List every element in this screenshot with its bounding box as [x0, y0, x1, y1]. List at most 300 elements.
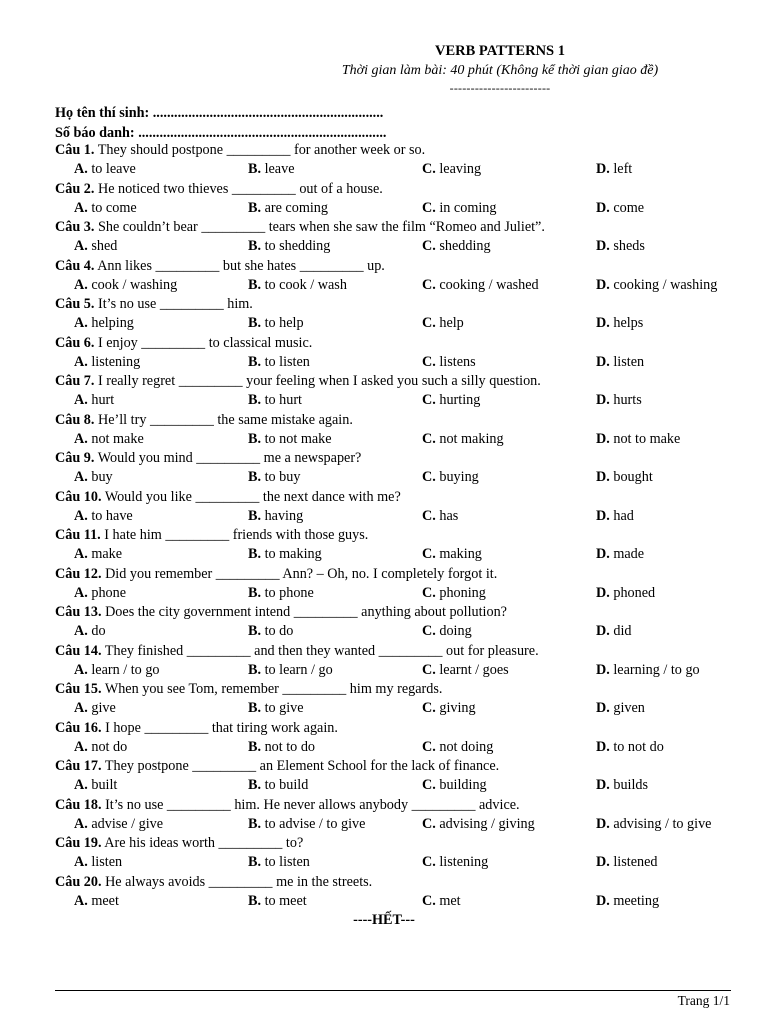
question-item: [55, 295, 745, 334]
option-text: do: [91, 623, 106, 640]
option-letter: A.: [74, 700, 88, 717]
option-d: [596, 237, 645, 256]
question-item: [55, 526, 745, 565]
option-c: [422, 892, 461, 911]
option-a: [74, 738, 127, 757]
answer-options: [55, 661, 745, 680]
option-b: [248, 661, 333, 680]
question-number: Câu 13.: [55, 604, 102, 620]
answer-options: [55, 622, 745, 641]
exam-header: [300, 41, 700, 96]
question-number: Câu 14.: [55, 642, 102, 659]
question-number: Câu 4.: [55, 257, 95, 274]
option-a: [74, 853, 122, 872]
option-d: [596, 199, 644, 218]
option-letter: B.: [248, 161, 262, 178]
option-text: phoning: [439, 584, 486, 601]
option-letter: A.: [74, 392, 88, 409]
option-letter: A.: [74, 738, 88, 755]
option-a: [74, 661, 160, 680]
option-text: hurts: [613, 392, 642, 409]
option-d: [596, 584, 655, 603]
option-text: hurt: [91, 392, 115, 409]
option-letter: A.: [74, 623, 88, 640]
option-b: [248, 199, 328, 218]
option-letter: B.: [248, 854, 262, 871]
question-item: [55, 603, 745, 642]
option-text: has: [439, 507, 459, 524]
option-a: [74, 430, 144, 449]
option-b: [248, 276, 347, 295]
option-b: [248, 391, 302, 410]
question-stem: [55, 642, 745, 661]
option-c: [422, 276, 539, 295]
question-text: Did you remember _________ Ann? – Oh, no. I completely forgot it.: [105, 565, 498, 582]
option-letter: A.: [74, 777, 88, 794]
option-text: helping: [91, 315, 134, 332]
option-letter: A.: [74, 315, 88, 332]
option-text: to hurt: [264, 392, 302, 409]
option-letter: B.: [248, 315, 262, 332]
question-number: Câu 20.: [55, 873, 102, 890]
question-item: [55, 719, 745, 758]
option-d: [596, 468, 653, 487]
question-text: Would you mind _________ me a newspaper?: [97, 450, 362, 466]
option-text: met: [439, 892, 461, 909]
option-c: [422, 738, 493, 757]
option-c: [422, 699, 476, 718]
option-letter: D.: [596, 315, 610, 332]
option-letter: A.: [74, 661, 88, 678]
question-number: Câu 8.: [55, 411, 95, 428]
option-c: [422, 468, 479, 487]
option-letter: A.: [74, 507, 88, 524]
candidate-id-line: Số báo danh: ......................................................................: [55, 124, 387, 141]
option-letter: C.: [422, 854, 436, 871]
option-text: bought: [613, 469, 653, 486]
option-text: to help: [264, 315, 304, 332]
option-text: to learn / go: [264, 661, 333, 678]
option-letter: D.: [596, 661, 610, 678]
question-text: He’ll try _________ the same mistake again.: [97, 411, 353, 428]
answer-options: [55, 430, 745, 449]
option-d: [596, 314, 643, 333]
option-text: to shedding: [264, 238, 331, 255]
option-text: buying: [439, 469, 479, 486]
option-a: [74, 276, 177, 295]
question-stem: [55, 834, 745, 853]
option-b: [248, 738, 315, 757]
option-text: to listen: [264, 854, 310, 871]
question-number: Câu 6.: [55, 334, 95, 351]
option-text: builds: [613, 777, 649, 794]
question-stem: [55, 526, 745, 545]
option-letter: A.: [74, 892, 88, 909]
option-text: leaving: [439, 161, 482, 178]
option-letter: C.: [422, 584, 436, 601]
option-text: cooking / washing: [613, 276, 718, 293]
option-d: [596, 507, 634, 526]
option-c: [422, 507, 458, 526]
question-item: [55, 796, 745, 835]
option-text: to leave: [91, 161, 136, 178]
option-letter: D.: [596, 623, 610, 640]
answer-options: [55, 815, 745, 834]
option-letter: B.: [248, 546, 262, 563]
option-d: [596, 776, 648, 795]
option-text: had: [613, 507, 634, 524]
question-stem: [55, 796, 745, 815]
option-letter: B.: [248, 777, 262, 794]
question-number: Câu 1.: [55, 142, 95, 158]
answer-options: [55, 699, 745, 718]
option-b: [248, 507, 303, 526]
question-stem: [55, 295, 745, 314]
question-stem: [55, 488, 745, 507]
question-text: I enjoy _________ to classical music.: [97, 334, 313, 351]
option-text: to have: [91, 507, 133, 524]
question-item: [55, 257, 745, 296]
end-mark: ----HẾT---: [353, 912, 415, 928]
option-letter: A.: [74, 276, 88, 293]
question-text: When you see Tom, remember _________ him my regards.: [104, 681, 443, 697]
option-text: giving: [439, 700, 476, 717]
option-letter: C.: [422, 430, 436, 447]
option-d: [596, 853, 657, 872]
option-text: learnt / goes: [439, 661, 509, 678]
option-a: [74, 584, 126, 603]
option-text: made: [613, 546, 645, 563]
option-letter: A.: [74, 199, 88, 216]
option-text: not to do: [264, 738, 316, 755]
option-text: shed: [91, 238, 118, 255]
answer-options: [55, 892, 745, 911]
option-b: [248, 853, 310, 872]
question-item: [55, 834, 745, 873]
question-item: [55, 873, 745, 912]
option-a: [74, 199, 137, 218]
question-number: Câu 9.: [55, 450, 95, 466]
option-d: [596, 892, 659, 911]
question-stem: [55, 218, 745, 237]
option-text: cook / washing: [91, 276, 178, 293]
answer-options: [55, 199, 745, 218]
option-d: [596, 815, 711, 834]
option-c: [422, 430, 504, 449]
option-letter: D.: [596, 892, 610, 909]
option-letter: C.: [422, 199, 436, 216]
option-text: listening: [439, 854, 489, 871]
option-text: to give: [264, 700, 304, 717]
option-b: [248, 468, 300, 487]
option-letter: C.: [422, 353, 436, 370]
option-letter: C.: [422, 700, 436, 717]
answer-options: [55, 391, 745, 410]
option-letter: C.: [422, 161, 436, 178]
option-c: [422, 237, 491, 256]
question-number: Câu 15.: [55, 681, 102, 697]
option-text: listen: [613, 353, 645, 370]
option-text: make: [91, 546, 123, 563]
option-d: [596, 160, 632, 179]
option-text: left: [613, 161, 633, 178]
option-text: to phone: [264, 584, 314, 601]
question-text: I hate him _________ friends with those guys.: [104, 527, 369, 543]
option-text: buy: [91, 469, 113, 486]
option-a: [74, 391, 114, 410]
option-d: [596, 545, 644, 564]
question-item: [55, 488, 745, 527]
question-stem: [55, 873, 745, 892]
question-item: [55, 141, 745, 180]
option-text: hurting: [439, 392, 481, 409]
question-item: [55, 372, 745, 411]
answer-options: [55, 314, 745, 333]
option-text: to come: [91, 199, 137, 216]
option-text: making: [439, 546, 482, 563]
question-number: Câu 7.: [55, 373, 95, 389]
option-letter: C.: [422, 815, 436, 832]
question-text: He always avoids _________ me in the streets.: [105, 873, 373, 890]
option-a: [74, 622, 106, 641]
option-letter: B.: [248, 700, 262, 717]
option-text: not doing: [439, 738, 494, 755]
answer-options: [55, 853, 745, 872]
option-text: did: [613, 623, 632, 640]
option-text: to cook / wash: [264, 276, 347, 293]
answer-options: [55, 276, 745, 295]
question-item: [55, 642, 745, 681]
question-text: They finished _________ and then they wanted _________ out for pleasure.: [104, 642, 539, 659]
option-letter: B.: [248, 199, 262, 216]
question-item: [55, 680, 745, 719]
option-letter: C.: [422, 507, 436, 524]
question-text: Would you like _________ the next dance with me?: [104, 488, 401, 505]
option-letter: C.: [422, 546, 436, 563]
option-c: [422, 815, 535, 834]
option-text: sheds: [613, 238, 645, 255]
question-number: Câu 17.: [55, 758, 102, 774]
option-d: [596, 430, 680, 449]
option-text: built: [91, 777, 118, 794]
option-b: [248, 584, 314, 603]
option-text: helps: [613, 315, 644, 332]
question-list: [55, 141, 745, 911]
option-letter: A.: [74, 430, 88, 447]
option-b: [248, 237, 330, 256]
option-a: [74, 776, 117, 795]
option-d: [596, 699, 645, 718]
option-letter: B.: [248, 469, 262, 486]
option-text: in coming: [439, 199, 497, 216]
option-letter: C.: [422, 238, 436, 255]
option-b: [248, 430, 332, 449]
option-letter: A.: [74, 469, 88, 486]
option-text: to advise / to give: [264, 815, 366, 832]
question-text: I hope _________ that tiring work again.: [105, 719, 338, 736]
option-letter: C.: [422, 392, 436, 409]
question-text: Ann likes _________ but she hates _________ up.: [97, 257, 385, 274]
question-item: [55, 411, 745, 450]
option-d: [596, 738, 664, 757]
option-letter: D.: [596, 430, 610, 447]
question-text: He noticed two thieves _________ out of a house.: [97, 180, 383, 197]
option-text: to listen: [264, 353, 310, 370]
option-letter: D.: [596, 815, 610, 832]
option-d: [596, 391, 642, 410]
option-letter: D.: [596, 507, 610, 524]
question-text: It’s no use _________ him.: [97, 296, 253, 312]
option-a: [74, 160, 136, 179]
option-c: [422, 199, 496, 218]
question-stem: [55, 603, 745, 622]
option-letter: B.: [248, 815, 262, 832]
option-b: [248, 776, 308, 795]
option-letter: A.: [74, 854, 88, 871]
option-letter: B.: [248, 623, 262, 640]
option-letter: A.: [74, 161, 88, 178]
option-c: [422, 160, 481, 179]
option-a: [74, 507, 133, 526]
question-number: Câu 19.: [55, 835, 102, 851]
answer-options: [55, 738, 745, 757]
question-stem: [55, 411, 745, 430]
option-text: shedding: [439, 238, 491, 255]
question-item: [55, 218, 745, 257]
option-text: listen: [91, 854, 123, 871]
option-text: advising / to give: [613, 815, 712, 832]
option-text: to do: [264, 623, 294, 640]
question-text: They should postpone _________ for another week or so.: [97, 142, 426, 158]
question-number: Câu 2.: [55, 180, 95, 197]
option-a: [74, 468, 113, 487]
answer-options: [55, 507, 745, 526]
option-letter: D.: [596, 777, 610, 794]
option-text: to not make: [264, 430, 332, 447]
option-d: [596, 353, 644, 372]
option-letter: B.: [248, 892, 262, 909]
question-stem: [55, 719, 745, 738]
option-letter: B.: [248, 430, 262, 447]
option-text: to build: [264, 777, 309, 794]
question-stem: [55, 372, 745, 391]
option-text: come: [613, 199, 645, 216]
question-number: Câu 3.: [55, 219, 95, 235]
question-number: Câu 12.: [55, 565, 102, 582]
question-stem: [55, 334, 745, 353]
answer-options: [55, 584, 745, 603]
option-a: [74, 237, 117, 256]
question-number: Câu 18.: [55, 796, 102, 813]
option-c: [422, 391, 480, 410]
option-letter: D.: [596, 469, 610, 486]
question-stem: [55, 757, 745, 776]
option-text: given: [613, 700, 645, 717]
answer-options: [55, 160, 745, 179]
answer-options: [55, 545, 745, 564]
option-text: listened: [613, 854, 658, 871]
option-c: [422, 584, 486, 603]
question-stem: [55, 141, 745, 160]
option-c: [422, 661, 509, 680]
candidate-info: [55, 104, 386, 143]
question-item: [55, 757, 745, 796]
option-letter: D.: [596, 546, 610, 563]
option-letter: D.: [596, 854, 610, 871]
option-letter: C.: [422, 661, 436, 678]
question-text: It’s no use _________ him. He never allows anybody _________ advice.: [105, 796, 520, 813]
question-text: They postpone _________ an Element School for the lack of finance.: [104, 758, 500, 774]
option-b: [248, 160, 295, 179]
option-text: learn / to go: [91, 661, 160, 678]
question-number: Câu 11.: [55, 527, 101, 543]
option-text: not making: [439, 430, 504, 447]
question-stem: [55, 449, 745, 468]
option-letter: B.: [248, 392, 262, 409]
option-text: are coming: [264, 199, 328, 216]
option-letter: D.: [596, 238, 610, 255]
option-text: to buy: [264, 469, 301, 486]
question-text: Does the city government intend _________ anything about pollution?: [105, 604, 507, 620]
option-text: to not do: [613, 738, 664, 755]
option-text: give: [91, 700, 116, 717]
question-number: Câu 5.: [55, 296, 95, 312]
option-b: [248, 545, 322, 564]
option-d: [596, 622, 631, 641]
option-letter: B.: [248, 584, 262, 601]
question-item: [55, 334, 745, 373]
option-letter: D.: [596, 392, 610, 409]
option-d: [596, 276, 717, 295]
question-number: Câu 16.: [55, 719, 102, 736]
option-a: [74, 815, 163, 834]
option-b: [248, 815, 365, 834]
option-b: [248, 314, 304, 333]
answer-options: [55, 237, 745, 256]
option-text: help: [439, 315, 464, 332]
answer-options: [55, 776, 745, 795]
question-item: [55, 449, 745, 488]
option-text: phone: [91, 584, 127, 601]
option-d: [596, 661, 700, 680]
option-text: not make: [91, 430, 144, 447]
answer-options: [55, 353, 745, 372]
option-text: learning / to go: [613, 661, 700, 678]
option-a: [74, 353, 140, 372]
option-letter: C.: [422, 892, 436, 909]
option-letter: C.: [422, 738, 436, 755]
option-letter: D.: [596, 738, 610, 755]
option-letter: B.: [248, 353, 262, 370]
option-text: leave: [264, 161, 295, 178]
option-c: [422, 776, 487, 795]
option-c: [422, 314, 464, 333]
option-letter: C.: [422, 276, 436, 293]
option-text: meet: [91, 892, 119, 909]
question-text: I really regret _________ your feeling when I asked you such a silly question.: [97, 373, 541, 389]
option-text: not to make: [613, 430, 681, 447]
option-text: to meet: [264, 892, 307, 909]
option-letter: A.: [74, 546, 88, 563]
question-stem: [55, 180, 745, 199]
option-b: [248, 353, 310, 372]
exam-title: VERB PATTERNS 1: [435, 43, 565, 59]
option-letter: C.: [422, 777, 436, 794]
option-letter: B.: [248, 507, 262, 524]
question-stem: [55, 257, 745, 276]
option-text: advising / giving: [439, 815, 535, 832]
option-text: meeting: [613, 892, 660, 909]
